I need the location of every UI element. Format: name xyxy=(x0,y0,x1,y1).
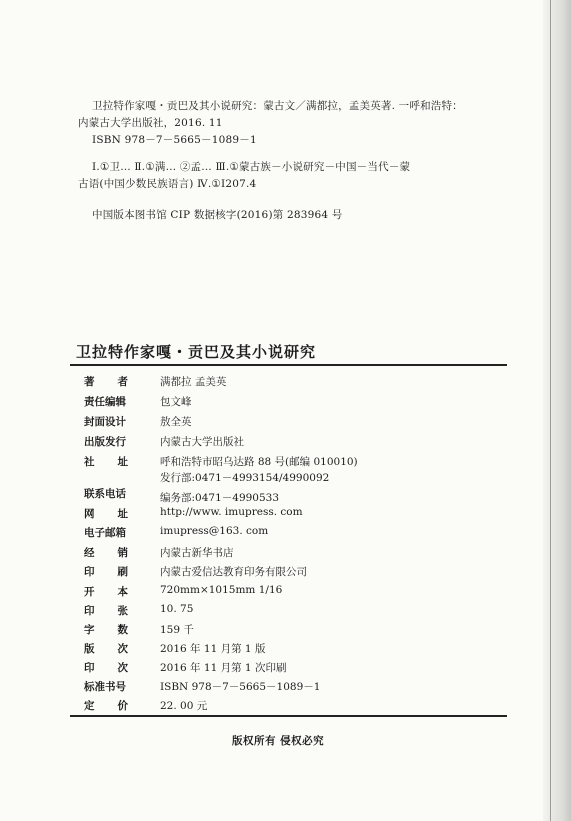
publisher-label: 出版发行 xyxy=(84,436,126,448)
format-value: 720mm×1015mm 1/16 xyxy=(160,584,283,596)
cip-line-2: 内蒙古大学出版社，2016. 11 xyxy=(78,117,223,129)
cip-line-1: 卫拉特作家嘎・贡巴及其小说研究：蒙古文／满都拉，孟美英著. 一呼和浩特： xyxy=(92,100,463,112)
printer-value: 内蒙古爱信达教育印务有限公司 xyxy=(160,566,307,578)
info-row-printer xyxy=(0,564,571,584)
info-row-email xyxy=(0,525,571,545)
cip-line-4: Ⅰ.①卫… Ⅱ.①满… ②孟… Ⅲ.①蒙古族－小说研究－中国－当代－蒙 xyxy=(92,161,411,173)
email-label: 电子邮箱 xyxy=(84,527,126,539)
printer-label: 印刷 xyxy=(84,566,151,578)
cip-line-5: 古语(中国少数民族语言) Ⅳ.①I207.4 xyxy=(78,178,257,190)
edition-value: 2016 年 11 月第 1 版 xyxy=(160,643,266,655)
info-row-editor xyxy=(0,394,571,414)
bottom-rule xyxy=(70,715,507,717)
words-label: 字数 xyxy=(84,624,151,636)
words-value: 159 千 xyxy=(160,624,194,636)
info-row-words xyxy=(0,622,571,642)
sheets-label: 印张 xyxy=(84,605,151,617)
info-row-edition xyxy=(0,641,571,661)
info-row-format xyxy=(0,584,571,604)
price-value: 22. 00 元 xyxy=(160,700,208,712)
distributor-label: 经销 xyxy=(84,547,151,559)
editor-label: 责任编辑 xyxy=(84,396,126,408)
isbn-value: ISBN 978－7－5665－1089－1 xyxy=(160,681,321,693)
phone-value-editorial: 编务部:0471－4990533 xyxy=(160,492,280,504)
copyright-notice: 版权所有 侵权必究 xyxy=(232,735,325,747)
website-label: 网址 xyxy=(84,508,151,520)
cover-label: 封面设计 xyxy=(84,416,126,428)
isbn-label: 标准书号 xyxy=(84,681,126,693)
address-value: 呼和浩特市昭乌达路 88 号(邮编 010010) xyxy=(160,456,358,468)
address-label: 社址 xyxy=(84,456,151,468)
cip-line-3: ISBN 978－7－5665－1089－1 xyxy=(92,134,257,146)
top-rule xyxy=(70,364,507,366)
printing-value: 2016 年 11 月第 1 次印刷 xyxy=(160,662,287,674)
info-row-isbn xyxy=(0,679,571,699)
edition-label: 版次 xyxy=(84,643,151,655)
printing-label: 印次 xyxy=(84,662,151,674)
info-row-author xyxy=(0,374,571,394)
info-row-publisher xyxy=(0,434,571,454)
info-row-sheets xyxy=(0,603,571,623)
cover-value: 敖全英 xyxy=(160,416,192,428)
email-value: imupress@163. com xyxy=(160,525,269,537)
info-row-website xyxy=(0,506,571,526)
author-label: 著者 xyxy=(84,376,151,388)
info-row-cover xyxy=(0,414,571,434)
phone-label: 联系电话 xyxy=(84,488,126,500)
info-row-distributor xyxy=(0,545,571,565)
distributor-value: 内蒙古新华书店 xyxy=(160,547,234,559)
phone-value-sales: 发行部:0471－4993154/4990092 xyxy=(160,472,330,484)
format-label: 开本 xyxy=(84,586,151,598)
website-value: http://www. imupress. com xyxy=(160,506,303,518)
info-row-printing xyxy=(0,660,571,680)
publisher-value: 内蒙古大学出版社 xyxy=(160,436,244,448)
book-title: 卫拉特作家嘎・贡巴及其小说研究 xyxy=(76,343,317,361)
price-label: 定价 xyxy=(84,700,151,712)
sheets-value: 10. 75 xyxy=(160,603,194,615)
cip-line-6: 中国版本图书馆 CIP 数据核字(2016)第 283964 号 xyxy=(92,209,343,221)
author-value: 满都拉 孟美英 xyxy=(160,376,227,388)
editor-value: 包文峰 xyxy=(160,396,192,408)
